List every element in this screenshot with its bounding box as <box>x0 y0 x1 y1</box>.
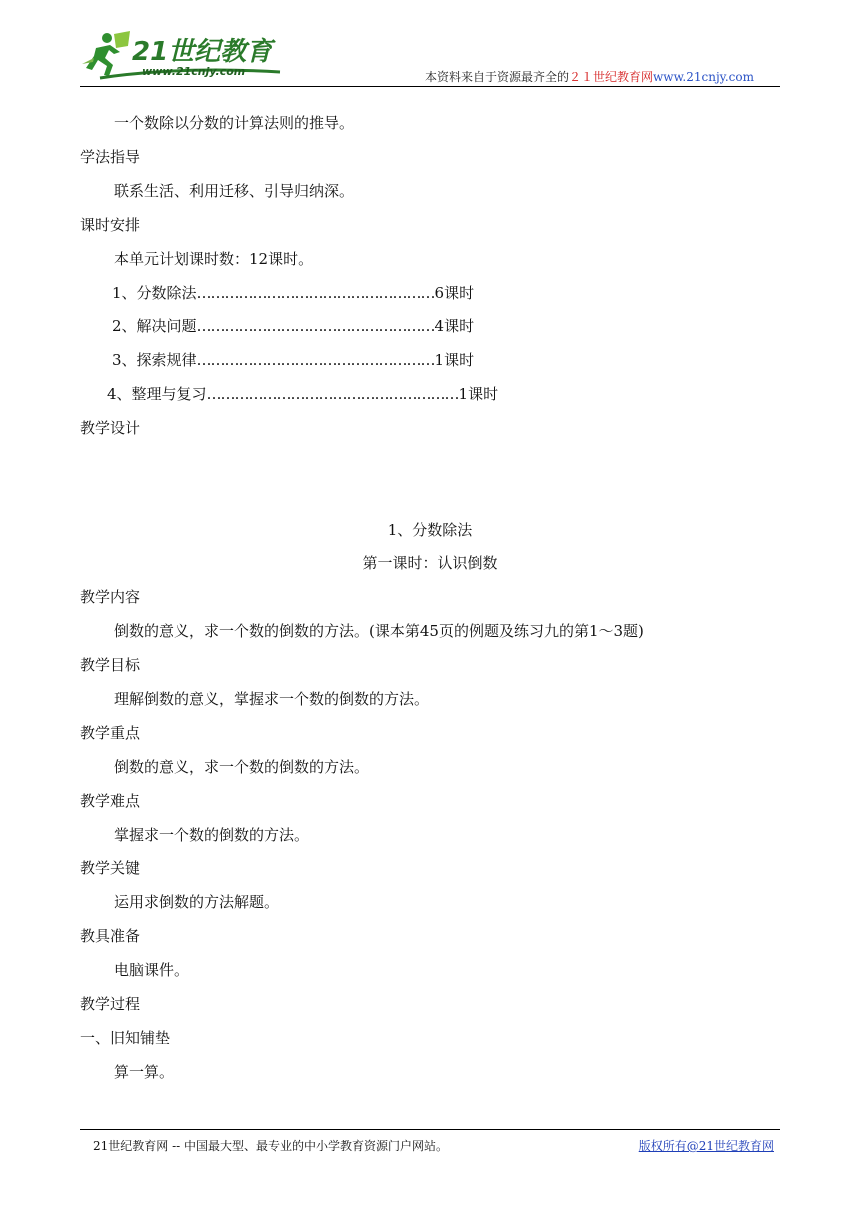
schedule-item <box>112 350 474 370</box>
paragraph: 电脑课件。 <box>114 961 190 979</box>
schedule-label: 1、分数除法 <box>112 284 197 302</box>
site-logo <box>80 28 290 84</box>
footer-text: 21世纪教育网 -- 中国最大型、最专业的中小学教育资源门户网站。 <box>93 1139 449 1153</box>
schedule-hours: 1课时 <box>458 385 499 403</box>
heading-difficulty: 教学难点 <box>80 792 141 810</box>
paragraph: 一个数除以分数的计算法则的推导。 <box>114 114 355 132</box>
paragraph: 算一算。 <box>114 1063 175 1081</box>
footer-divider <box>80 1129 780 1130</box>
heading-tools: 教具准备 <box>80 927 141 945</box>
dot-leader: …………………………………………… <box>196 317 435 335</box>
lesson-title: 第一课时：认识倒数 <box>362 554 498 572</box>
tagline-prefix: 本资料来自于资源最齐全的 <box>425 70 570 84</box>
logo-text: 21世纪教育 <box>132 37 273 67</box>
heading-review: 一、旧知铺垫 <box>80 1029 171 1047</box>
paragraph: 掌握求一个数的倒数的方法。 <box>114 826 310 844</box>
paragraph: 本单元计划课时数：12课时。 <box>114 250 314 268</box>
heading-goal: 教学目标 <box>80 656 141 674</box>
heading-content: 教学内容 <box>80 588 141 606</box>
heading-crux: 教学关键 <box>80 859 141 877</box>
heading-design: 教学设计 <box>80 419 141 437</box>
schedule-label: 3、探索规律 <box>112 351 197 369</box>
schedule-item <box>107 384 498 404</box>
heading-key: 教学重点 <box>80 724 141 742</box>
dot-leader: …………………………………………… <box>196 284 435 302</box>
page-header <box>80 28 780 86</box>
heading-schedule: 课时安排 <box>80 216 141 234</box>
tagline-url[interactable]: www.21cnjy.com <box>653 70 754 84</box>
tagline-site: ２１世纪教育网 <box>569 70 654 84</box>
schedule-hours: 1课时 <box>434 351 475 369</box>
dot-leader: …………………………………………… <box>196 351 435 369</box>
paragraph: 倒数的意义，求一个数的倒数的方法。 <box>114 758 370 776</box>
schedule-label: 4、整理与复习 <box>107 385 207 403</box>
dot-leader: ……………………………………………… <box>206 385 459 403</box>
logo-url: www.21cnjy.com <box>142 65 246 78</box>
header-tagline <box>425 68 754 85</box>
paragraph: 运用求倒数的方法解题。 <box>114 893 280 911</box>
schedule-item <box>112 316 474 336</box>
paragraph: 联系生活、利用迁移、引导归纳深。 <box>114 182 355 200</box>
heading-process: 教学过程 <box>80 995 141 1013</box>
header-divider <box>80 86 780 87</box>
copyright-link[interactable]: 版权所有@21世纪教育网 <box>638 1139 774 1153</box>
schedule-item <box>112 283 474 303</box>
heading-method: 学法指导 <box>80 148 141 166</box>
paragraph: 理解倒数的意义，掌握求一个数的倒数的方法。 <box>114 690 430 708</box>
section-title: 1、分数除法 <box>387 521 473 539</box>
paragraph: 倒数的意义，求一个数的倒数的方法。(课本第45页的例题及练习九的第1～3题) <box>114 622 644 640</box>
schedule-hours: 6课时 <box>434 284 475 302</box>
schedule-hours: 4课时 <box>434 317 475 335</box>
schedule-label: 2、解决问题 <box>112 317 197 335</box>
